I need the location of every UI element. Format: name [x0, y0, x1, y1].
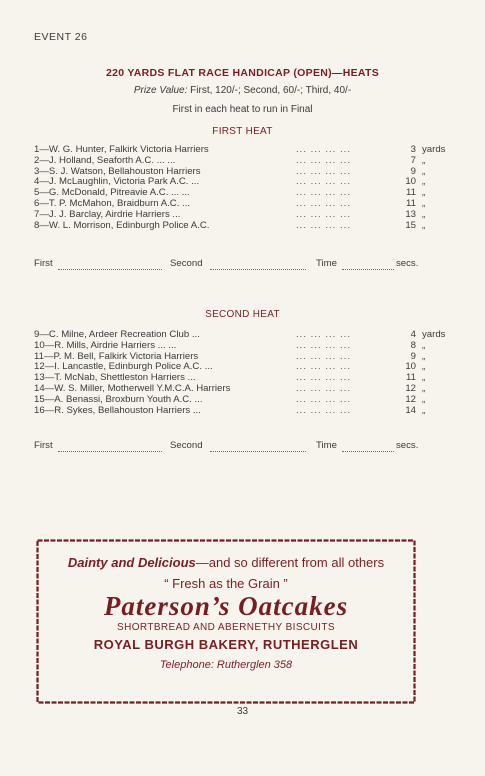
competitor-name: 11—P. M. Bell, Falkirk Victoria Harriers — [34, 350, 199, 362]
competitor-name: 6—T. P. McMahon, Braidburn A.C. ... — [34, 197, 191, 209]
result-time-label: Time — [316, 440, 337, 451]
handicap-value: 3 — [410, 144, 416, 155]
competitor-name: 9—C. Milne, Ardeer Recreation Club ... — [34, 329, 200, 340]
prize-text: First, 120/-; Second, 60/-; Third, 40/- — [190, 85, 352, 96]
handicap-value: 4 — [410, 329, 416, 340]
blank-line — [342, 451, 394, 452]
ad-brand: Paterson’s Oatcakes — [103, 591, 349, 621]
entry-row — [34, 210, 424, 221]
heat-title-first: FIRST HEAT — [212, 126, 273, 137]
blank-line — [58, 269, 162, 270]
result-secs-label: secs. — [396, 258, 419, 269]
handicap-value: 11 — [406, 187, 416, 199]
competitor-name: 10—R. Mills, Airdrie Harriers ... ... — [34, 339, 177, 351]
entry-row — [34, 395, 424, 406]
competitor-name: 5—G. McDonald, Pitreavie A.C. ... ... — [34, 187, 190, 199]
handicap-value: 13 — [405, 208, 416, 220]
ad-tagline-rest: —and so different from all others — [195, 555, 385, 570]
result-time-label: Time — [316, 258, 337, 269]
handicap-value: 8 — [410, 339, 416, 351]
handicap-value: 15 — [405, 219, 416, 231]
handicap-unit: „ — [422, 208, 426, 220]
competitor-name: 8—W. L. Morrison, Edinburgh Police A.C. — [34, 219, 210, 231]
leader-dots: ... ... ... ... — [296, 361, 351, 373]
entry-row — [34, 156, 424, 167]
result-second-label: Second — [170, 440, 203, 451]
handicap-value: 10 — [405, 361, 416, 373]
handicap-unit: „ — [422, 187, 426, 199]
handicap-unit: „ — [422, 176, 426, 188]
handicap-value: 9 — [410, 350, 416, 362]
handicap-unit: yards — [422, 329, 446, 340]
result-second-label: Second — [170, 258, 203, 269]
event-title: 220 YARDS FLAT RACE HANDICAP (OPEN)—HEATS — [105, 67, 380, 79]
result-first-label: First — [34, 440, 53, 451]
handicap-value: 9 — [410, 165, 416, 177]
event-label: EVENT 26 — [34, 31, 88, 43]
leader-dots: ... ... ... ... — [296, 176, 351, 188]
handicap-unit: „ — [422, 339, 426, 351]
blank-line — [210, 269, 306, 270]
competitor-name: 12—I. Lancastle, Edinburgh Police A.C. ... — [34, 361, 213, 373]
advertisement — [36, 539, 416, 704]
leader-dots: ... ... ... ... — [296, 350, 351, 362]
result-first-label: First — [34, 258, 53, 269]
ad-tagline — [36, 555, 416, 570]
handicap-unit: „ — [422, 382, 426, 394]
competitor-name: 7—J. J. Barclay, Airdrie Harriers ... — [34, 208, 181, 220]
leader-dots: ... ... ... ... — [296, 372, 351, 384]
handicap-unit: „ — [422, 197, 426, 209]
prize-value — [0, 85, 485, 96]
competitor-name: 4—J. McLaughlin, Victoria Park A.C. ... — [34, 176, 200, 188]
leader-dots: ... ... ... ... — [296, 165, 351, 177]
leader-dots: ... ... ... ... — [296, 208, 351, 220]
blank-line — [210, 451, 306, 452]
leader-dots: ... ... ... ... — [296, 393, 351, 405]
prize-label: Prize Value: — [133, 85, 188, 96]
leader-dots: ... ... ... ... — [296, 187, 351, 199]
entry-row — [34, 221, 424, 232]
leader-dots: ... ... ... ... — [296, 382, 351, 394]
leader-dots: ... ... ... ... — [296, 154, 351, 166]
leader-dots: ... ... ... ... — [296, 144, 351, 155]
heat-title-second: SECOND HEAT — [205, 309, 280, 320]
handicap-unit: „ — [422, 372, 426, 384]
leader-dots: ... ... ... ... — [296, 404, 351, 416]
handicap-unit: yards — [422, 144, 446, 155]
ad-slogan: “ Fresh as the Grain ” — [164, 576, 288, 591]
handicap-unit: „ — [422, 361, 426, 373]
result-secs-label: secs. — [396, 440, 419, 451]
page-number: 33 — [236, 706, 249, 717]
competitor-name: 2—J. Holland, Seaforth A.C. ... ... — [34, 154, 176, 166]
leader-dots: ... ... ... ... — [296, 219, 351, 231]
handicap-value: 11 — [406, 372, 416, 384]
handicap-value: 12 — [405, 382, 416, 394]
handicap-unit: „ — [422, 404, 426, 416]
handicap-value: 7 — [410, 154, 416, 166]
handicap-value: 14 — [405, 404, 416, 416]
competitor-name: 1—W. G. Hunter, Falkirk Victoria Harriers — [34, 144, 209, 155]
ad-telephone: Telephone: Rutherglen 358 — [159, 659, 293, 671]
competitor-name: 13—T. McNab, Shettleston Harriers ... — [34, 372, 196, 384]
blank-line — [342, 269, 394, 270]
heat-entries-first — [34, 144, 446, 231]
blank-line — [58, 451, 162, 452]
leader-dots: ... ... ... ... — [296, 339, 351, 351]
competitor-name: 16—R. Sykes, Bellahouston Harriers ... — [34, 404, 201, 416]
handicap-value: 12 — [405, 393, 416, 405]
ad-bakery: ROYAL BURGH BAKERY, RUTHERGLEN — [93, 637, 359, 652]
leader-dots: ... ... ... ... — [296, 197, 351, 209]
handicap-value: 11 — [406, 197, 416, 209]
heat-entries-second — [34, 329, 446, 416]
entry-row — [34, 406, 424, 417]
handicap-unit: „ — [422, 165, 426, 177]
entry-row — [34, 341, 424, 352]
handicap-unit: „ — [422, 219, 426, 231]
competitor-name: 15—A. Benassi, Broxburn Youth A.C. ... — [34, 393, 203, 405]
handicap-unit: „ — [422, 350, 426, 362]
handicap-value: 10 — [405, 176, 416, 188]
final-note: First in each heat to run in Final — [172, 104, 313, 115]
competitor-name: 14—W. S. Miller, Motherwell Y.M.C.A. Harriers — [34, 382, 231, 394]
handicap-unit: „ — [422, 393, 426, 405]
handicap-unit: „ — [422, 154, 426, 166]
ad-products: SHORTBREAD AND ABERNETHY BISCUITS — [117, 622, 335, 633]
competitor-name: 3—S. J. Watson, Bellahouston Harriers — [34, 165, 201, 177]
leader-dots: ... ... ... ... — [296, 329, 351, 340]
ad-tagline-bold: Dainty and Delicious — [67, 555, 196, 570]
